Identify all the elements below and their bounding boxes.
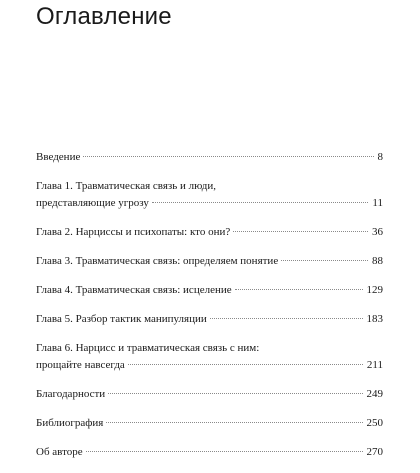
- toc-page-number: 270: [366, 446, 383, 458]
- toc-dot-leader: [108, 393, 362, 394]
- toc-entry-chapter-2: [36, 224, 383, 241]
- toc-entry-title: Глава 2. Нарциссы и психопаты: кто они?: [36, 226, 231, 238]
- toc-entry-title-continued: представляющие угрозу: [36, 197, 149, 209]
- toc-entry-line: [36, 224, 383, 241]
- toc-entry-line: [36, 357, 383, 374]
- toc-dot-leader: [210, 318, 363, 319]
- toc-entry-title: Введение: [36, 151, 81, 163]
- toc-entry-chapter-5: [36, 311, 383, 328]
- toc-page-number: 183: [366, 313, 383, 325]
- toc-page-number: 11: [372, 197, 383, 209]
- toc-entry-line: [36, 415, 383, 432]
- toc-page-number: 249: [366, 388, 383, 400]
- toc-entry-title: Глава 3. Травматическая связь: определяем понятие: [36, 255, 279, 267]
- toc-entry-title: Благодарности: [36, 388, 106, 400]
- toc-entry-about-author: [36, 444, 383, 461]
- toc-entry-chapter-1: [36, 178, 383, 212]
- toc-entry-title: Библиография: [36, 417, 104, 429]
- toc-entry-chapter-4: [36, 282, 383, 299]
- toc-entry-line: [36, 386, 383, 403]
- toc-dot-leader: [83, 156, 373, 157]
- toc-entry-line: [36, 282, 383, 299]
- toc-dot-leader: [86, 451, 363, 452]
- toc-entry-introduction: [36, 149, 383, 166]
- toc-dot-leader: [152, 202, 369, 203]
- toc-entry-line: [36, 311, 383, 328]
- toc-page-number: 36: [372, 226, 383, 238]
- toc-dot-leader: [106, 422, 362, 423]
- toc-entry-chapter-6: [36, 340, 383, 374]
- toc-entry-title: Глава 6. Нарцисс и травматическая связь с ним:: [36, 342, 260, 354]
- toc-page-number: 8: [377, 151, 383, 163]
- toc-dot-leader: [281, 260, 368, 261]
- toc-entry-title: Глава 1. Травматическая связь и люди,: [36, 180, 217, 192]
- toc-dot-leader: [128, 364, 363, 365]
- toc-entry-title: Глава 4. Травматическая связь: исцеление: [36, 284, 232, 296]
- toc-page-number: 129: [366, 284, 383, 296]
- toc-entry-bibliography: [36, 415, 383, 432]
- toc-entry-line: [36, 149, 383, 166]
- toc-dot-leader: [233, 231, 368, 232]
- page-title: Оглавление: [36, 3, 172, 30]
- toc-page-number: 250: [366, 417, 383, 429]
- toc-entry-line: [36, 195, 383, 212]
- toc-entry-line: [36, 253, 383, 270]
- toc-entry-title: Глава 5. Разбор тактик манипуляции: [36, 313, 207, 325]
- toc-entry-title-continued: прощайте навсегда: [36, 359, 125, 371]
- toc-entry-chapter-3: [36, 253, 383, 270]
- toc-entry-title: Об авторе: [36, 446, 83, 458]
- toc-page-number: 211: [366, 359, 383, 371]
- table-of-contents: [36, 149, 383, 473]
- toc-dot-leader: [235, 289, 363, 290]
- toc-page-number: 88: [372, 255, 383, 267]
- toc-entry-line: [36, 444, 383, 461]
- toc-entry-acknowledgements: [36, 386, 383, 403]
